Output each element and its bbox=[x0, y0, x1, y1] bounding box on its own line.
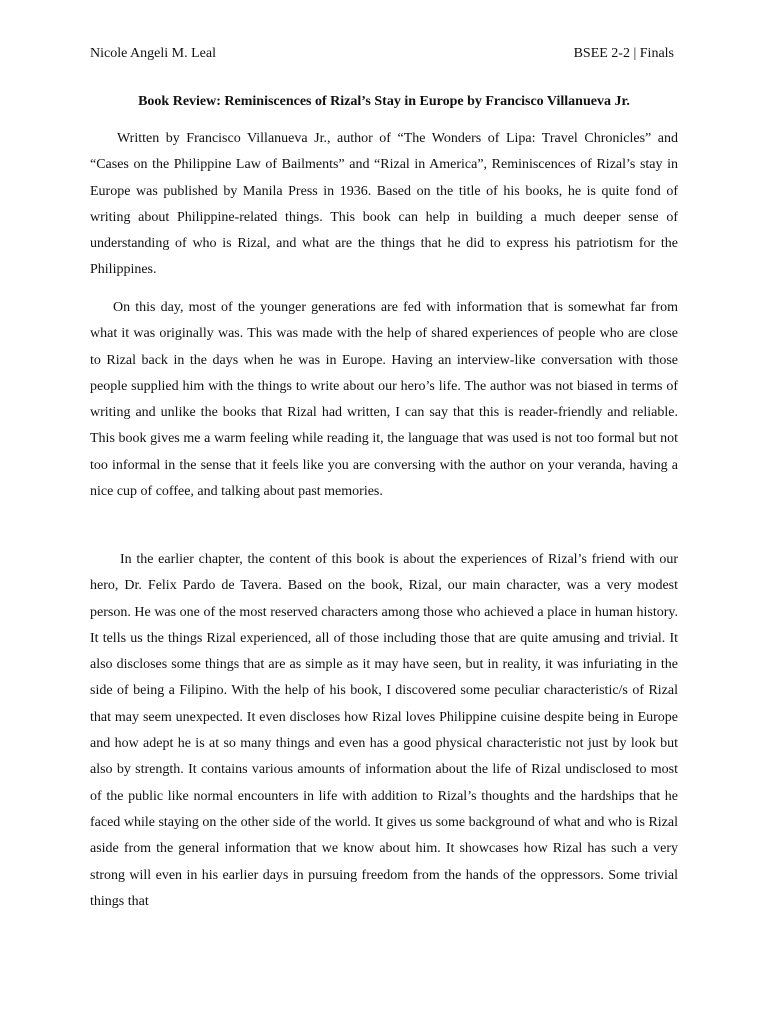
header-course: BSEE 2-2 | Finals bbox=[573, 46, 674, 61]
document-title: Book Review: Reminiscences of Rizal’s Stay in Europe by Francisco Villanueva Jr. bbox=[138, 94, 630, 109]
paragraph-1: Written by Francisco Villanueva Jr., author of “The Wonders of Lipa: Travel Chronicles” and “Cases on the Philippine Law of Bailments” and “Rizal in America”, Reminiscences of Rizal’s stay in Europe was published by Manila Press in 1936. Based on the title of his books, he is quite fond of writing about Philippine-related things. This book can help in building a much deeper sense of understanding of who is Rizal, and what are the things that he did to express his patriotism for the Philippines. bbox=[90, 131, 678, 278]
paragraph-2: On this day, most of the younger generations are fed with information that is somewhat far from what it was originally was. This was made with the help of shared experiences of people who are close to Rizal back in the days when he was in Europe. Having an interview-like conversation with those people supplied him with the things to write about our hero’s life. The author was not biased in terms of writing and unlike the books that Rizal had written, I can say that this is reader-friendly and reliable. This book gives me a warm feeling while reading it, the language that was used is not too formal but not too informal in the sense that it feels like you are conversing with the author on your veranda, having a nice cup of coffee, and talking about past memories. bbox=[90, 300, 678, 500]
header-author: Nicole Angeli M. Leal bbox=[90, 46, 216, 61]
paragraph-3: In the earlier chapter, the content of this book is about the experiences of Rizal’s friend with our hero, Dr. Felix Pardo de Tavera. Based on the book, Rizal, our main character, was a very modest person. He was one of the most reserved characters among those who achieved a place in human history. It tells us the things Rizal experienced, all of those including those that are quite amusing and trivial. It also discloses some things that are as simple as it may have seen, but in reality, it was infuriating in the side of being a Filipino. With the help of his book, I discovered some peculiar characteristic/s of Rizal that may seem unexpected. It even discloses how Rizal loves Philippine cuisine despite being in Europe and how adept he is at so many things and even has a good physical characteristic not just by look but also by strength. It contains various amounts of information about the life of Rizal undisclosed to most of the public like normal encounters in life with addition to Rizal’s thoughts and the hardships that he faced while staying on the other side of the world. It gives us some background of what and who is Rizal aside from the general information that we know about him. It showcases how Rizal has such a very strong will even in his earlier days in pursuing freedom from the hands of the oppressors. Some trivial things that bbox=[90, 552, 678, 909]
